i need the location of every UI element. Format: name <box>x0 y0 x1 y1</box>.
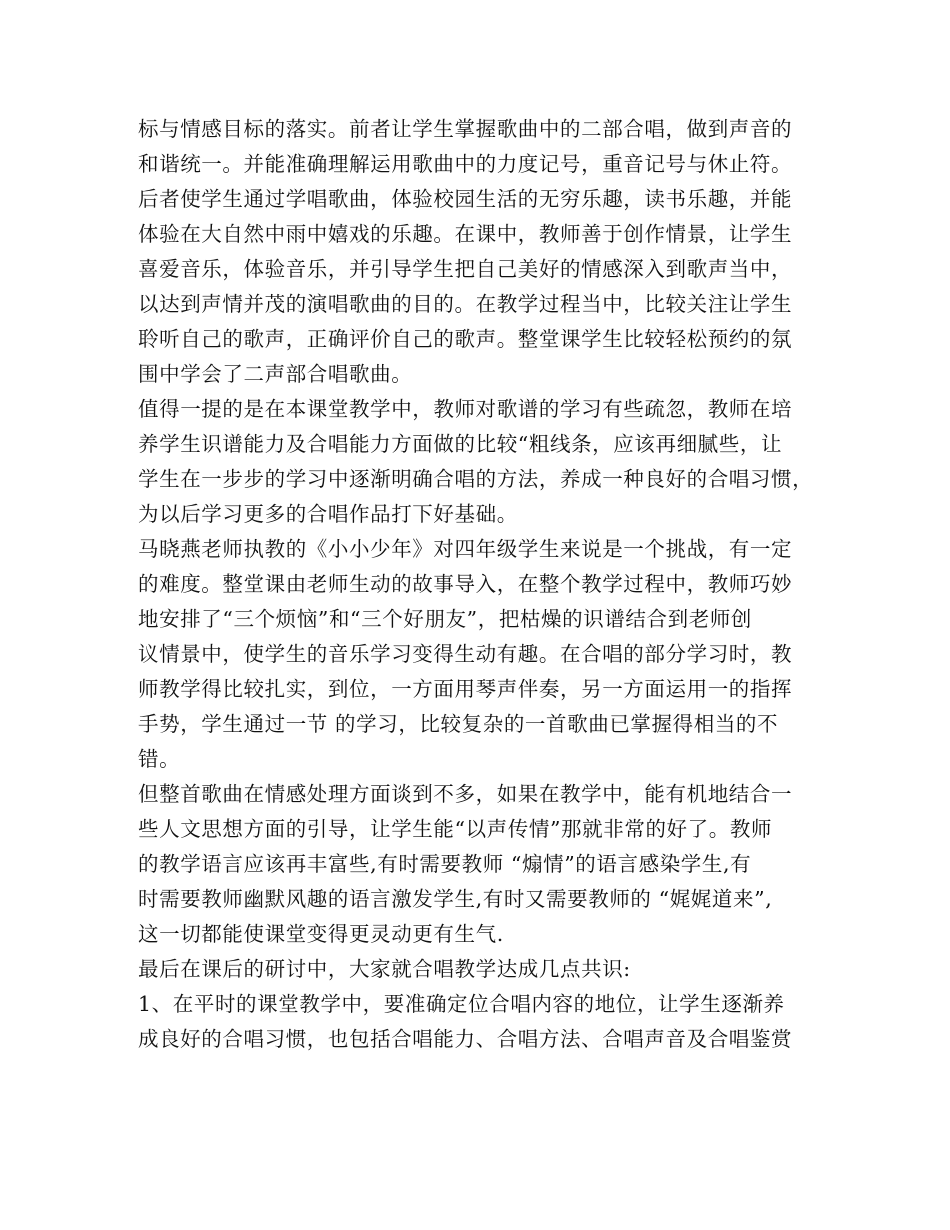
text-line: 的教学语言应该再丰富些,有时需要教师 “煽情”的语言感染学生,有 <box>138 852 752 876</box>
text-line: 体验在大自然中雨中嬉戏的乐趣。在课中，教师善于创作情景，让学生 <box>138 222 793 246</box>
text-line: 喜爱音乐，体验音乐，并引导学生把自己美好的情感深入到歌声当中， <box>138 257 793 281</box>
text-line: 成良好的合唱习惯，也包括合唱能力、合唱方法、合唱声音及合唱鉴赏 <box>138 1027 793 1051</box>
text-line: 标与情感目标的落实。前者让学生掌握歌曲中的二部合唱，做到声音的 <box>138 117 793 141</box>
text-line: 时需要教师幽默风趣的语言激发学生,有时又需要教师的 “娓娓道来”, <box>138 887 773 911</box>
document-body <box>138 112 828 1057</box>
text-line: 师教学得比较扎实，到位，一方面用琴声伴奏，另一方面运用一的指挥 <box>138 677 793 701</box>
text-line: 但整首歌曲在情感处理方面谈到不多，如果在教学中，能有机地结合一 <box>138 782 793 806</box>
text-line: 议情景中，使学生的音乐学习变得生动有趣。在合唱的部分学习时，教 <box>138 642 793 666</box>
text-line: 这一切都能使课堂变得更灵动更有生气. <box>138 922 504 946</box>
text-line: 最后在课后的研讨中，大家就合唱教学达成几点共识: <box>138 957 631 981</box>
text-line: 1、在平时的课堂教学中，要准确定位合唱内容的地位，让学生逐渐养 <box>138 992 785 1016</box>
text-line: 聆听自己的歌声，正确评价自己的歌声。整堂课学生比较轻松预约的氛 <box>138 327 793 351</box>
text-line: 为以后学习更多的合唱作品打下好基础。 <box>138 502 518 526</box>
text-line: 以达到声情并茂的演唱歌曲的目的。在教学过程当中，比较关注让学生 <box>138 292 793 316</box>
text-line: 值得一提的是在本课堂教学中，教师对歌谱的学习有些疏忽，教师在培 <box>138 397 793 421</box>
text-line: 马晓燕老师执教的《小小少年》对四年级学生来说是一个挑战，有一定 <box>138 537 793 561</box>
text-line: 些人文思想方面的引导，让学生能“以声传情”那就非常的好了。教师 <box>138 817 773 841</box>
text-line: 和谐统一。并能准确理解运用歌曲中的力度记号，重音记号与休止符。 <box>138 152 793 176</box>
text-line: 错。 <box>138 747 181 771</box>
text-line: 手势，学生通过一节 的学习，比较复杂的一首歌曲已掌握得相当的不 <box>138 712 779 736</box>
text-line: 学生在一步步的学习中逐渐明确合唱的方法，养成一种良好的合唱习惯， <box>138 467 814 491</box>
text-line: 围中学会了二声部合唱歌曲。 <box>138 362 413 386</box>
text-line: 后者使学生通过学唱歌曲，体验校园生活的无穷乐趣，读书乐趣，并能 <box>138 187 793 211</box>
text-line: 的难度。整堂课由老师生动的故事导入，在整个教学过程中，教师巧妙 <box>138 572 793 596</box>
text-line: 养学生识谱能力及合唱能力方面做的比较“粗线条，应该再细腻些，让 <box>138 432 783 456</box>
text-line: 地安排了“三个烦恼”和“三个好朋友”，把枯燥的识谱结合到老师创 <box>138 607 753 631</box>
